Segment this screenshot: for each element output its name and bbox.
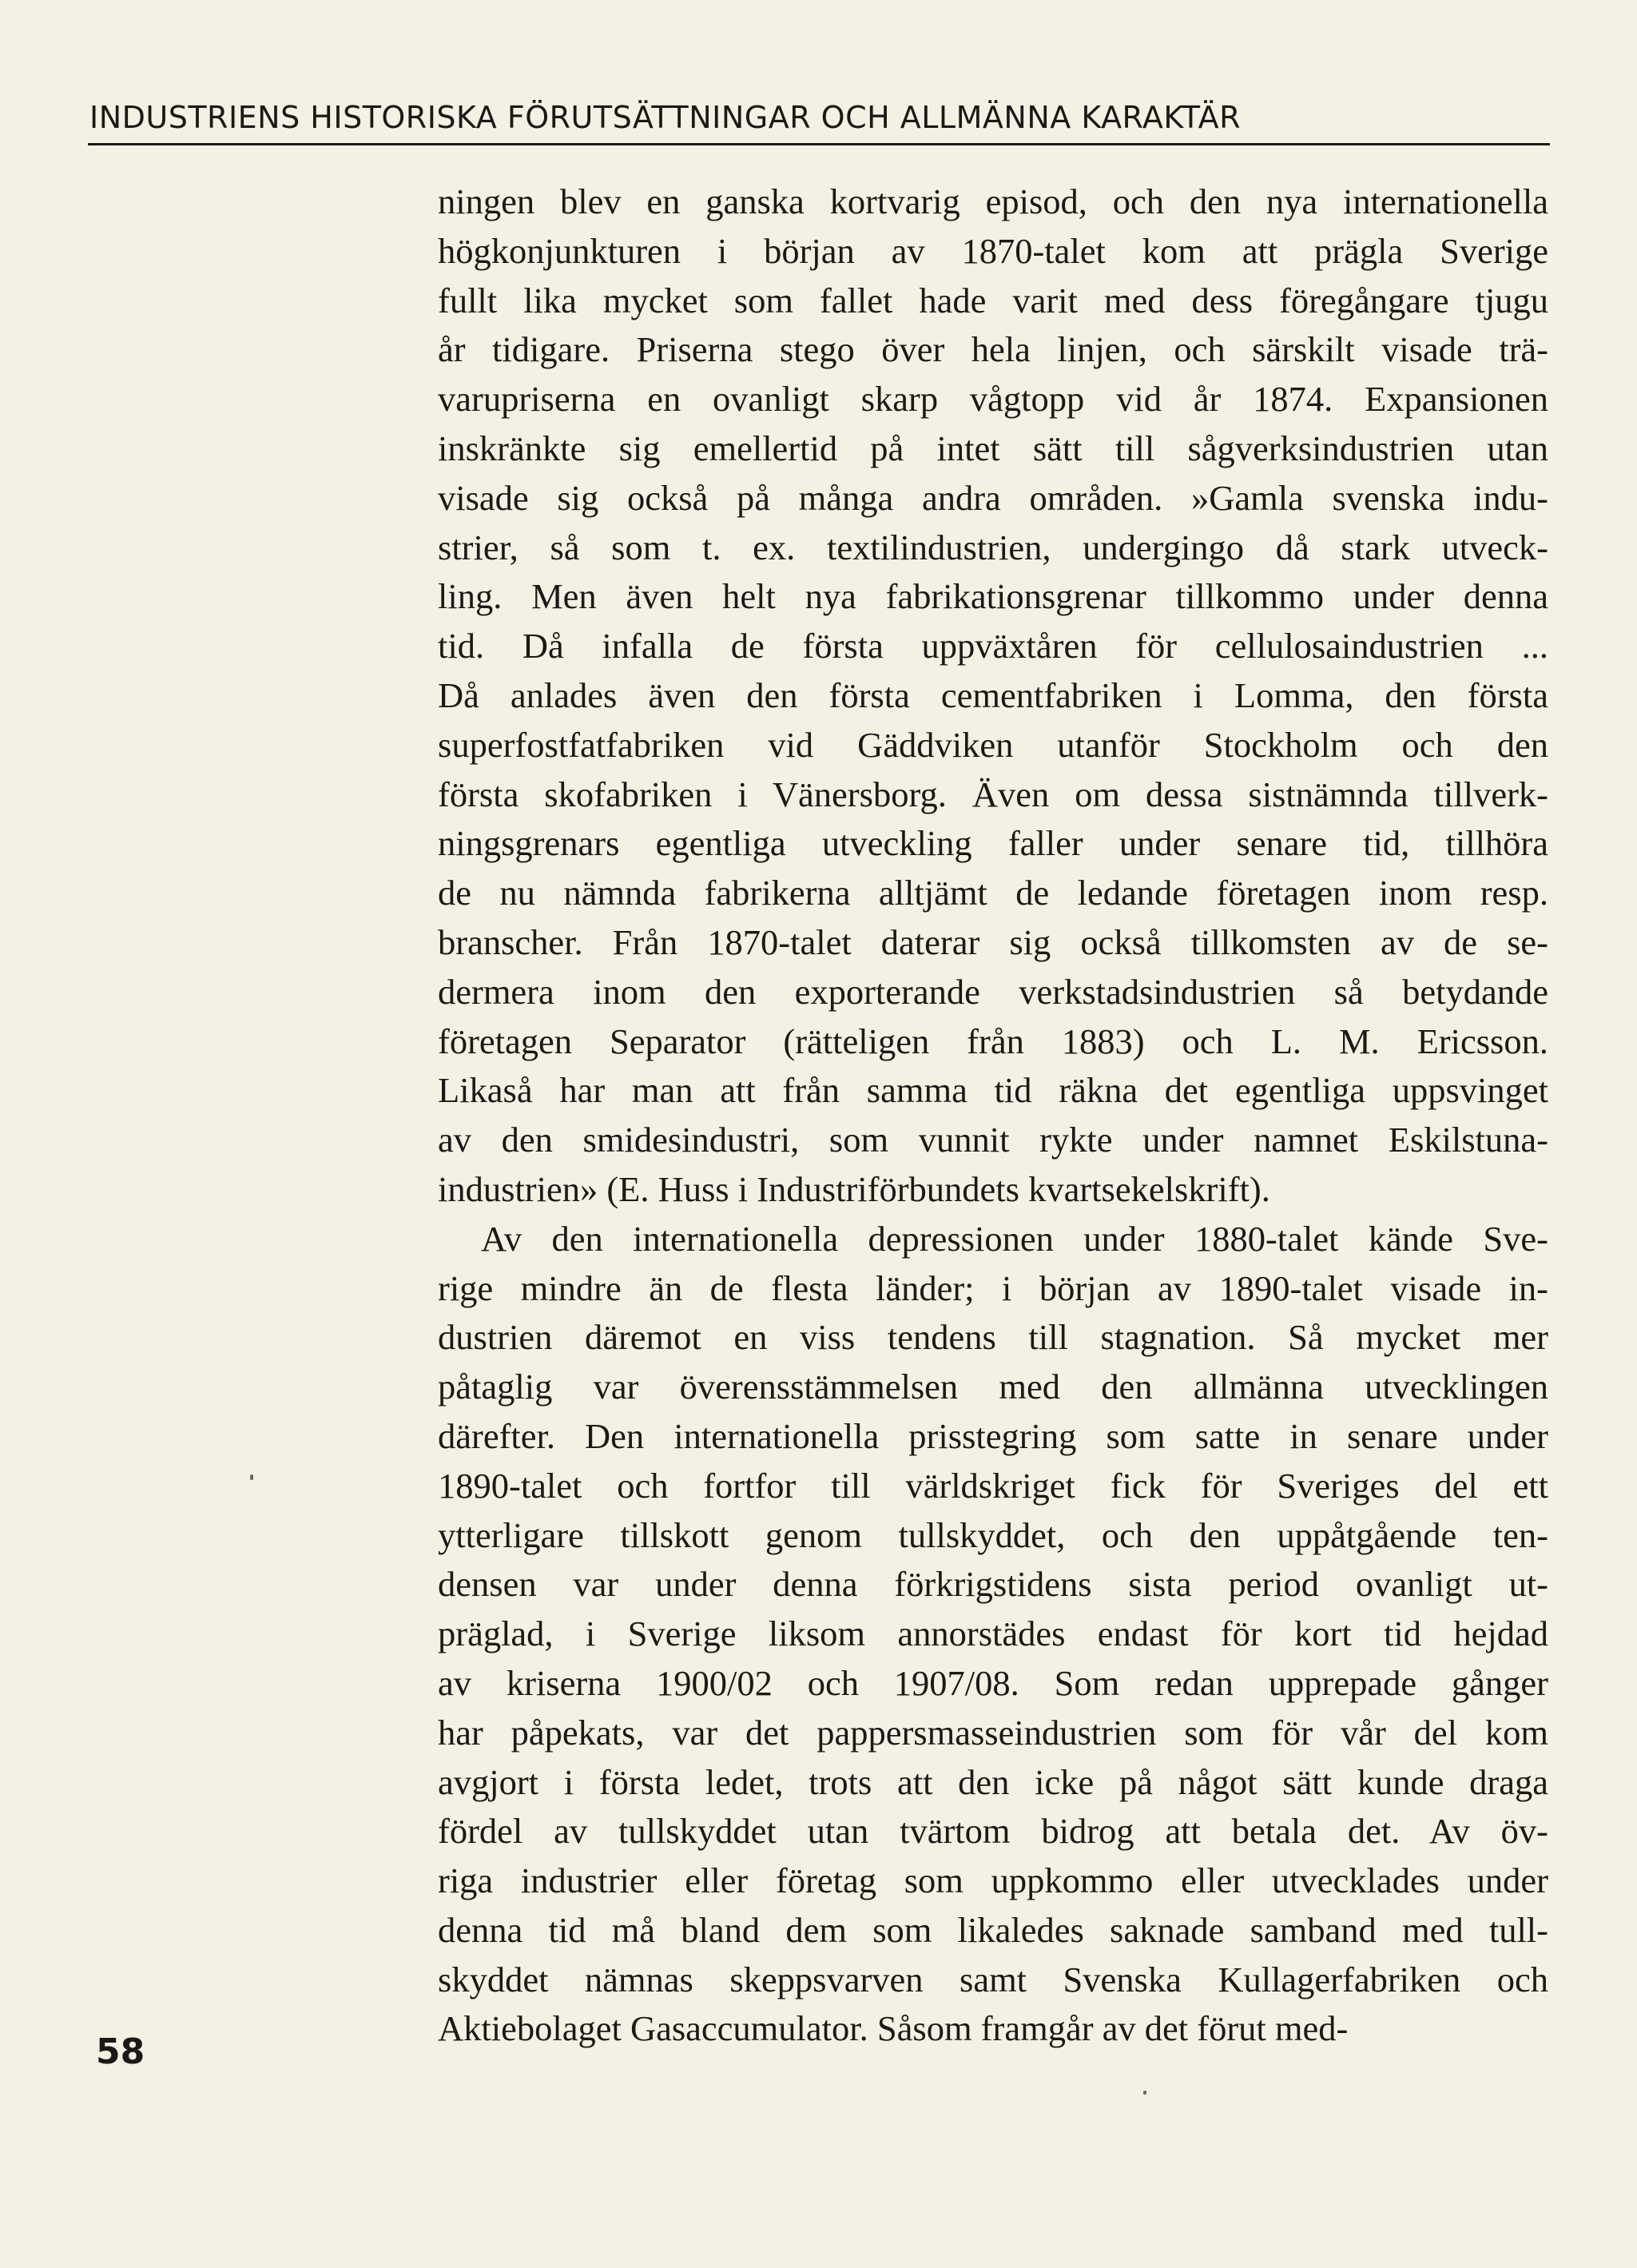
text-line: år tidigare. Priserna stego över hela linjen, och särskilt visade trä-: [438, 329, 1548, 370]
paragraph: [438, 177, 1548, 1215]
text-line: industrien» (E. Huss i Industriförbundets kvartsekelskrift).: [438, 1168, 1270, 1209]
text-line: strier, så som t. ex. textilindustrien, undergingo då stark utveck-: [438, 527, 1548, 567]
page-number: 58: [96, 2031, 145, 2072]
text-line: densen var under denna förkrigstidens sista period ovanligt ut-: [438, 1564, 1548, 1605]
text-line: första skofabriken i Vänersborg. Även om dessa sistnämnda tillverk-: [438, 774, 1548, 814]
text-line: fördel av tullskyddet utan tvärtom bidrog att betala det. Av öv-: [438, 1811, 1548, 1852]
text-line: ytterligare tillskott genom tullskyddet, och den uppåtgående ten-: [438, 1514, 1548, 1555]
text-line: av den smidesindustri, som vunnit rykte under namnet Eskilstuna-: [438, 1120, 1548, 1160]
text-line: inskränkte sig emellertid på intet sätt till sågverksindustrien utan: [438, 428, 1548, 468]
text-line: Likaså har man att från samma tid räkna det egentliga uppsvinget: [438, 1070, 1548, 1111]
text-line: superfostfatfabriken vid Gäddviken utanför Stockholm och den: [438, 724, 1548, 765]
text-line: de nu nämnda fabrikerna alltjämt de ledande företagen inom resp.: [438, 873, 1548, 913]
header-rule: [88, 143, 1550, 145]
running-head: INDUSTRIENS HISTORISKA FÖRUTSÄTTNINGAR OCH ALLMÄNNA KARAKTÄR: [89, 100, 1242, 135]
text-line: påtaglig var överensstämmelsen med den allmänna utvecklingen: [438, 1367, 1548, 1407]
text-line: företagen Separator (rätteligen från 1883) och L. M. Ericsson.: [438, 1021, 1548, 1061]
text-line: skyddet nämnas skeppsvarven samt Svenska Kullagerfabriken och: [438, 1959, 1548, 1999]
text-line: varupriserna en ovanligt skarp vågtopp vid år 1874. Expansionen: [438, 379, 1548, 420]
text-line: rige mindre än de flesta länder; i början av 1890-talet visade in-: [438, 1267, 1548, 1308]
text-line: ningen blev en ganska kortvarig episod, och den nya internationella: [438, 181, 1548, 221]
print-speck: [250, 1474, 253, 1480]
text-line: dermera inom den exporterande verkstadsindustrien så betydande: [438, 971, 1548, 1012]
text-line: Av den internationella depressionen under 1880-talet kände Sve-: [481, 1218, 1548, 1259]
text-line: tid. Då infalla de första uppväxtåren för cellulosaindustrien ...: [438, 626, 1548, 666]
text-line: har påpekats, var det pappersmasseindustrien som för vår del kom: [438, 1712, 1548, 1753]
paragraph: [438, 1215, 1548, 2055]
text-line: ningsgrenars egentliga utveckling faller under senare tid, tillhöra: [438, 823, 1548, 864]
text-line: denna tid må bland dem som likaledes saknade samband med tull-: [438, 1909, 1548, 1950]
text-line: 1890-talet och fortfor till världskriget fick för Sveriges del ett: [438, 1465, 1548, 1506]
text-line: Aktiebolaget Gasaccumulator. Såsom framgår av det förut med-: [438, 2008, 1349, 2049]
text-line: ling. Men även helt nya fabrikationsgrenar tillkommo under denna: [438, 576, 1548, 617]
text-line: fullt lika mycket som fallet hade varit med dess föregångare tjugu: [438, 280, 1548, 320]
text-line: därefter. Den internationella prisstegring som satte in senare under: [438, 1415, 1548, 1456]
text-line: Då anlades även den första cementfabriken i Lomma, den första: [438, 674, 1548, 715]
text-line: dustrien däremot en viss tendens till stagnation. Så mycket mer: [438, 1317, 1548, 1358]
text-line: branscher. Från 1870-talet daterar sig också tillkomsten av de se-: [438, 921, 1548, 962]
text-line: avgjort i första ledet, trots att den icke på något sätt kunde draga: [438, 1761, 1548, 1802]
text-line: visade sig också på många andra områden. »Gamla svenska indu-: [438, 477, 1548, 518]
text-line: av kriserna 1900/02 och 1907/08. Som redan upprepade gånger: [438, 1662, 1548, 1703]
text-line: högkonjunkturen i början av 1870-talet kom att prägla Sverige: [438, 230, 1548, 271]
text-line: riga industrier eller företag som uppkommo eller utvecklades under: [438, 1860, 1548, 1901]
body-text: [438, 177, 1548, 2054]
print-speck: [1143, 2091, 1146, 2095]
text-line: präglad, i Sverige liksom annorstädes endast för kort tid hejdad: [438, 1613, 1548, 1654]
